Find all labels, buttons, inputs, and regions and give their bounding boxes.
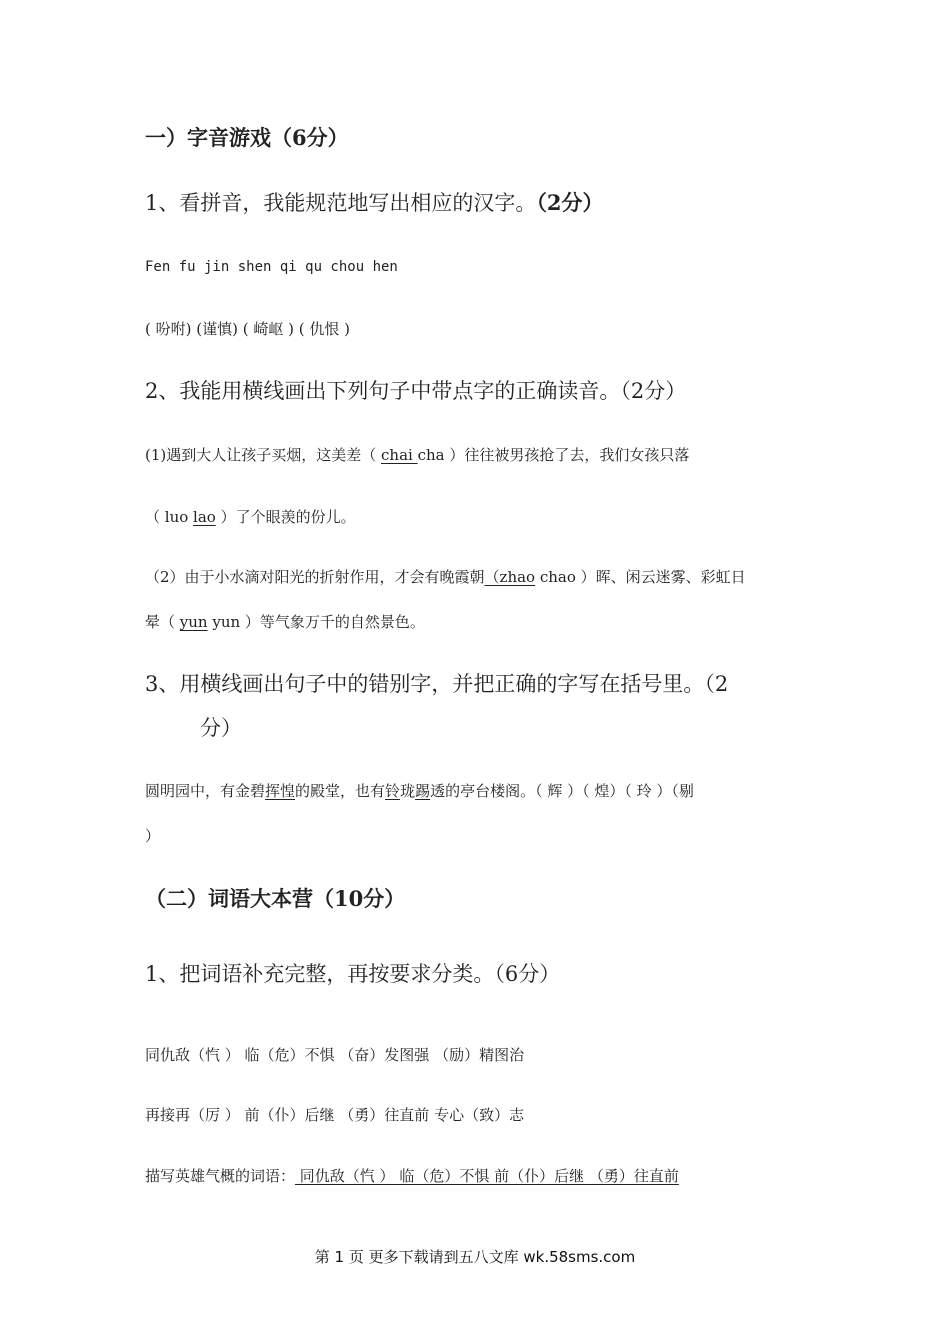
text: 的殿堂，也有 (295, 782, 386, 800)
underlined-answer: yun (179, 613, 208, 631)
wrong-character: 铃 (385, 782, 401, 800)
question-3-heading: 3、用横线画出句子中的错别字，并把正确的字写在括号里。（2 (145, 672, 729, 696)
section-1-title: 一）字音游戏（6分） (145, 125, 349, 150)
question-text: 1、看拼音，我能规范地写出相应的汉字。 (145, 191, 537, 215)
text: yun ）等气象万千的自然景色。 (207, 613, 425, 631)
heroic-idioms-line (145, 1165, 679, 1186)
text: 珑 (400, 782, 416, 800)
question-1-heading (145, 187, 603, 217)
text: （ luo (145, 508, 194, 526)
text: 晕（ (145, 613, 180, 631)
underlined-answer: chai (381, 446, 418, 464)
q2-sentence-2 (145, 566, 746, 587)
text: （2）由于小水滴对阳光的折射作用，才会有晚霞朝 (145, 568, 485, 586)
underlined-answer: lao (193, 508, 216, 526)
q2-sentence-2-cont (145, 611, 425, 632)
text: ）了个眼羡的份儿。 (215, 508, 356, 526)
idiom-row-1: 同仇敌（忾 ） 临（危）不惧 （奋）发图强 （励）精图治 (145, 1046, 525, 1064)
question-points: （2分） (536, 190, 604, 215)
question-2-heading: 2、我能用横线画出下列句子中带点字的正确读音。（2分） (145, 379, 687, 403)
text: cha ）往往被男孩抢了去，我们女孩只落 (417, 446, 690, 464)
wrong-characters: 挥惶 (265, 782, 296, 800)
text: 透的亭台楼阁。（ 辉 ）（ 煌）（ 玲 ）（剔 (430, 782, 694, 800)
q2-sentence-1 (145, 444, 689, 465)
page-footer: 第 1 页 更多下载请到五八文库 wk.58sms.com (314, 1248, 636, 1266)
text: chao ）晖、闲云迷雾、彩虹日 (535, 568, 746, 586)
text: 圆明园中，有金碧 (145, 782, 266, 800)
question-3-heading-cont: 分） (200, 716, 242, 740)
category-answer: 同仇敌（忾 ） 临（危）不惧 前（仆）后继 （勇）往直前 (295, 1167, 679, 1185)
question-2-1-heading: 1、把词语补充完整，再按要求分类。（6分） (145, 962, 561, 986)
q3-sentence (145, 780, 694, 801)
text: (1)遇到大人让孩子买烟，这美差（ (145, 446, 382, 464)
answer-line: ( 吩咐) (谨慎) ( 崎岖 ) ( 仇恨 ) (145, 320, 350, 338)
idiom-row-2: 再接再（厉 ） 前（仆）后继 （勇）往直前 专心（致）志 (145, 1106, 525, 1124)
pinyin-line: Fen fu jin shen qi qu chou hen (145, 259, 398, 275)
q3-sentence-cont: ） (145, 827, 161, 845)
category-label: 描写英雄气概的词语： (145, 1167, 296, 1185)
section-2-title: （二）词语大本营（10分） (145, 886, 406, 911)
underlined-answer: （zhao (484, 568, 536, 586)
q2-sentence-1-cont (145, 506, 356, 527)
wrong-character: 踢 (415, 782, 431, 800)
